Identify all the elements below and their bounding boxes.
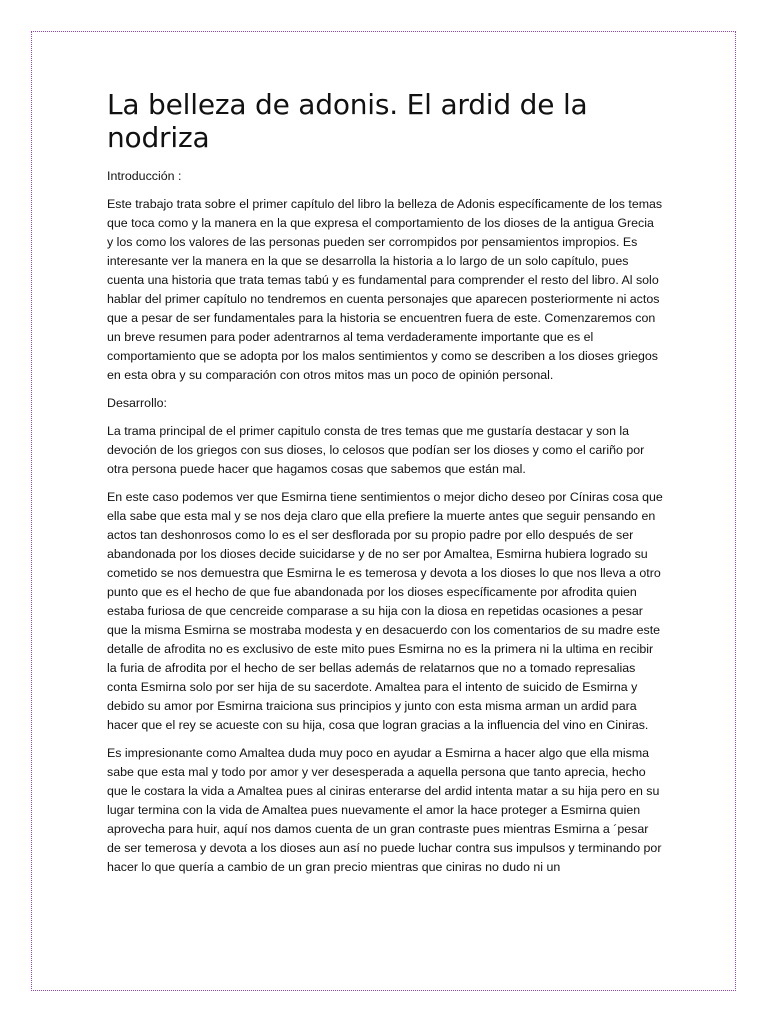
introduction-paragraph: Este trabajo trata sobre el primer capítulo del libro la belleza de Adonis específicamente de los temas que toca como y la manera en la que expresa el comportamiento de los dioses de la antigua Grecia y los como los valores de las personas pueden ser corrompidos por pensamientos impropios. Es interesante ver la manera en la que se desarrolla la historia a lo largo de un solo capítulo, pues cuenta una historia que trata temas tabú y es fundamental para comprender el resto del libro. Al solo hablar del primer capítulo no tendremos en cuenta personajes que aparecen posteriormente ni actos que a pesar de ser fundamentales para la historia se encuentren fuera de este. Comenzaremos con un breve resumen para poder adentrarnos al tema verdaderamente importante que es el comportamiento que se adopta por los malos sentimientos y como se describen a los dioses griegos en esta obra y su comparación con otros mitos mas un poco de opinión personal. [107, 197, 663, 382]
document-title: La belleza de adonis. El ardid de la nodriza [107, 88, 588, 154]
development-heading: Desarrollo: [107, 396, 167, 410]
development-paragraph-1: La trama principal de el primer capitulo consta de tres temas que me gustaría destacar y son la devoción de los griegos con sus dioses, lo celosos que podían ser los dioses y como el cariño por otra persona puede hacer que hagamos cosas que sabemos que están mal. [107, 424, 645, 476]
development-paragraph-2: En este caso podemos ver que Esmirna tiene sentimientos o mejor dicho deseo por Cíniras cosa que ella sabe que esta mal y se nos deja claro que ella prefiere la muerte antes que seguir pensando en actos tan deshonrosos como lo es el ser desflorada por su propio padre por ello después de ser abandonada por los dioses decide suicidarse y de no ser por Amaltea, Esmirna hubiera logrado su cometido se nos demuestra que Esmirna le es temerosa y devota a los dioses lo que nos lleva a otro punto que es el hecho de que fue abandonada por los dioses específicamente por afrodita quien estaba furiosa de que cencreide comparase a su hija con la diosa en repetidas ocasiones a pesar que la misma Esmirna se mostraba modesta y en desacuerdo con los comentarios de su madre este detalle de afrodita no es exclusivo de este mito pues Esmirna no es la primera ni la ultima en recibir la furia de afrodita por el hecho de ser bellas además de relatarnos que no a tomado represalias conta Esmirna solo por ser hija de su sacerdote. Amaltea para el intento de suicido de Esmirna y debido su amor por Esmirna traiciona sus principios y junto con esta misma arman un ardid para hacer que el rey se acueste con su hija, cosa que logran gracias a la influencia del vino en Ciniras. [107, 490, 663, 732]
development-paragraph-3: Es impresionante como Amaltea duda muy poco en ayudar a Esmirna a hacer algo que ella misma sabe que esta mal y todo por amor y ver desesperada a aquella persona que tanto aprecia, hecho que le costara la vida a Amaltea pues al ciniras enterarse del ardid intenta matar a su hija pero en su lugar termina con la vida de Amaltea pues nuevamente el amor la hace proteger a Esmirna quien aprovecha para huir, aquí nos damos cuenta de un gran contraste pues mientras Esmirna a ´pesar de ser temerosa y devota a los dioses aun así no puede luchar contra sus impulsos y terminando por hacer lo que quería a cambio de un gran precio mientras que ciniras no dudo ni un [107, 746, 662, 874]
document-body [107, 88, 663, 886]
introduction-heading: Introducción : [107, 169, 182, 183]
